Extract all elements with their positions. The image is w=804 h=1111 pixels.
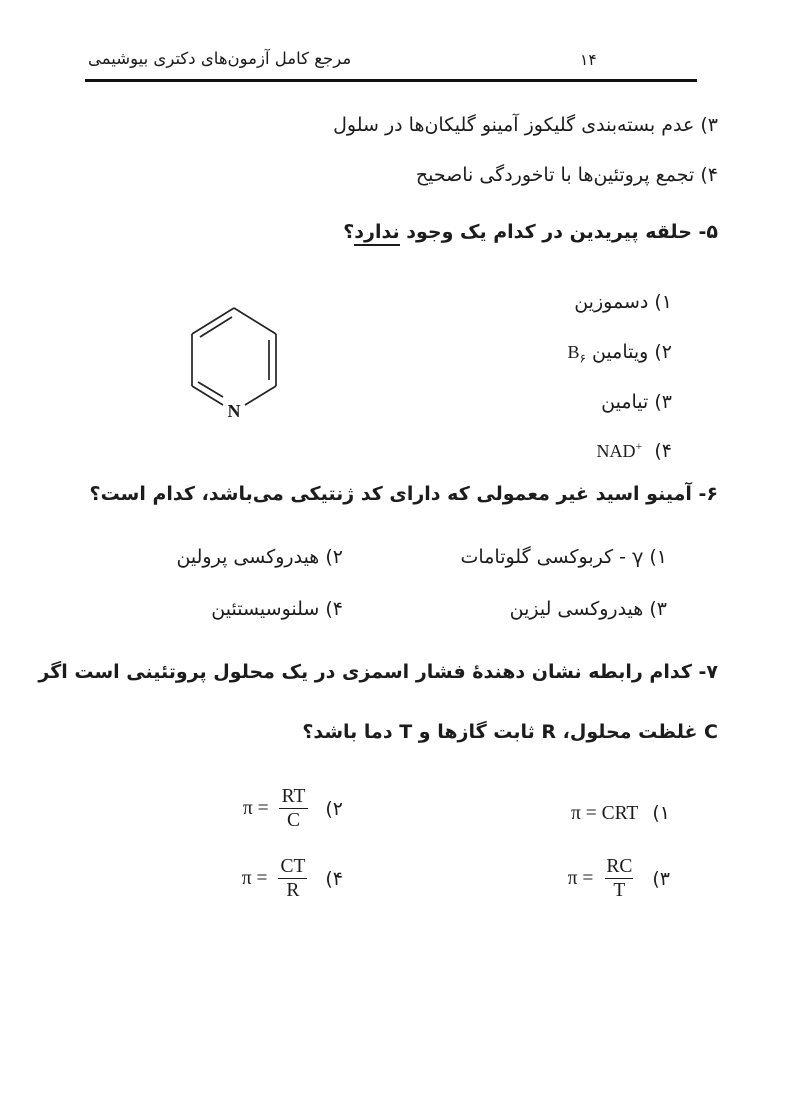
nad-letters: NAD — [596, 441, 636, 461]
prev-question-option-3: ۳) عدم بسته‌بندی گلیکوز آمینو گلیکان‌ها در سلول — [333, 114, 718, 136]
question7-option-3 — [568, 856, 670, 903]
question5-title-start: ۵- حلقه پیریدین در کدام یک وجود — [399, 221, 718, 243]
question6-title: ۶- آمینو اسید غیر معمولی که دارای کد ژنتیکی می‌باشد، کدام است؟ — [89, 483, 718, 505]
pyridine-structure-diagram — [188, 304, 280, 422]
header-title: مرجع کامل آزمون‌های دکتری بیوشیمی — [88, 49, 352, 68]
header-divider — [85, 79, 697, 82]
question5-option-1: ۱) دسموزین — [574, 291, 672, 313]
nitrogen-label: N — [227, 401, 241, 421]
formula-2-denominator: C — [279, 808, 308, 832]
formula-4-pi-equals: π = — [241, 868, 268, 890]
vitamin-b6-formula — [567, 340, 585, 367]
vitamin-b-letter: B — [567, 342, 580, 362]
formula-4-numerator: CT — [280, 856, 306, 877]
question7-title-line2: C غلظت محلول، R ثابت گازها و T دما باشد؟ — [302, 721, 718, 743]
question5-title-end: ؟ — [343, 221, 355, 243]
question7-option-1 — [571, 801, 670, 827]
osmotic-pressure-formula-4 — [242, 856, 312, 903]
question5-option-4 — [596, 438, 672, 465]
question6-option-2: ۲) هیدروکسی پرولین — [176, 546, 343, 568]
formula-4-fraction — [274, 856, 311, 903]
question7-option-4 — [242, 856, 343, 903]
vitamin-b6-subscript: ۶ — [579, 351, 586, 366]
question7-option-3-number: ۳) — [652, 867, 670, 890]
formula-2-numerator: RT — [281, 786, 306, 807]
formula-3-fraction — [600, 856, 638, 903]
formula-3-denominator: T — [605, 878, 633, 902]
nad-plus-formula — [596, 438, 642, 463]
question7-title-line1: ۷- کدام رابطه نشان دهندۀ فشار اسمزی در یک محلول پروتئینی است اگر — [38, 661, 718, 683]
formula-3-pi-equals: π = — [567, 868, 594, 890]
question6-option-3: ۳) هیدروکسی لیزین — [509, 598, 667, 620]
prev-question-option-4: ۴) تجمع پروتئین‌ها با تاخوردگی ناصحیح — [415, 164, 718, 186]
question7-option-2 — [243, 786, 343, 833]
question5-underlined-word: ندارد — [354, 221, 399, 246]
question5-title — [343, 220, 718, 246]
nad-plus-superscript: + — [635, 439, 643, 453]
page-number: ۱۴ — [580, 51, 597, 69]
question5-option-3: ۳) تیامین — [601, 391, 672, 413]
question7-option-2-number: ۲) — [325, 797, 343, 820]
question5-option-4-label: ۴) — [654, 440, 672, 462]
question6-option-1: ۱) γ - کربوکسی گلوتامات — [460, 546, 667, 568]
formula-3-numerator: RC — [606, 856, 633, 877]
question5-option-2 — [567, 340, 672, 367]
pyridine-ring-bonds — [192, 308, 276, 405]
question6-option-4: ۴) سلنوسیستئین — [211, 598, 343, 620]
osmotic-pressure-formula-2 — [243, 786, 311, 833]
osmotic-pressure-formula-3 — [568, 856, 639, 903]
question7-option-1-number: ۱) — [652, 802, 670, 825]
formula-4-denominator: R — [278, 878, 307, 902]
formula-2-pi-equals: π = — [242, 798, 269, 820]
question5-option-2-label: ۲) ویتامین — [591, 341, 672, 363]
formula-2-fraction — [276, 786, 312, 833]
osmotic-pressure-formula-1: π = CRT — [571, 803, 639, 824]
question7-option-4-number: ۴) — [325, 867, 343, 890]
